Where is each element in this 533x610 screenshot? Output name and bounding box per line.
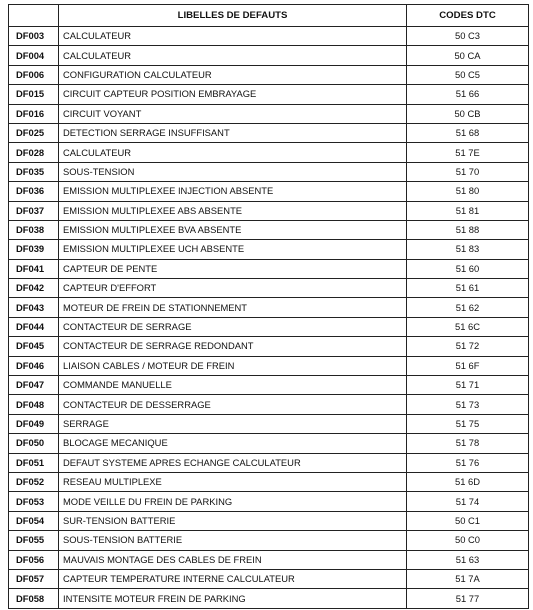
fault-label-cell: CAPTEUR D'EFFORT <box>59 279 407 298</box>
dtc-code-cell: 50 C3 <box>407 27 529 46</box>
fault-code-cell: DF025 <box>9 123 59 142</box>
fault-label-cell: EMISSION MULTIPLEXEE INJECTION ABSENTE <box>59 182 407 201</box>
table-row <box>9 65 529 84</box>
fault-code-cell: DF048 <box>9 395 59 414</box>
fault-codes-table <box>8 4 529 609</box>
fault-label-cell: CONTACTEUR DE DESSERRAGE <box>59 395 407 414</box>
table-header <box>9 5 529 27</box>
fault-code-cell: DF038 <box>9 220 59 239</box>
dtc-code-cell: 51 66 <box>407 85 529 104</box>
table-row <box>9 511 529 530</box>
dtc-code-cell: 51 76 <box>407 453 529 472</box>
fault-label-cell: CIRCUIT VOYANT <box>59 104 407 123</box>
fault-code-cell: DF058 <box>9 589 59 608</box>
dtc-code-cell: 50 C0 <box>407 531 529 550</box>
fault-code-cell: DF049 <box>9 414 59 433</box>
table-row <box>9 279 529 298</box>
dtc-code-cell: 51 6C <box>407 317 529 336</box>
fault-code-cell: DF056 <box>9 550 59 569</box>
dtc-code-cell: 51 72 <box>407 337 529 356</box>
table-row <box>9 240 529 259</box>
dtc-code-cell: 51 78 <box>407 434 529 453</box>
fault-code-cell: DF006 <box>9 65 59 84</box>
table-row <box>9 492 529 511</box>
fault-code-cell: DF046 <box>9 356 59 375</box>
fault-code-cell: DF044 <box>9 317 59 336</box>
table-row <box>9 182 529 201</box>
dtc-code-cell: 50 C1 <box>407 511 529 530</box>
table-row <box>9 201 529 220</box>
fault-code-cell: DF043 <box>9 298 59 317</box>
table-row <box>9 143 529 162</box>
fault-code-cell: DF028 <box>9 143 59 162</box>
table-row <box>9 356 529 375</box>
dtc-code-cell: 51 70 <box>407 162 529 181</box>
table-row <box>9 434 529 453</box>
dtc-code-cell: 51 62 <box>407 298 529 317</box>
table-row <box>9 298 529 317</box>
fault-label-cell: DETECTION SERRAGE INSUFFISANT <box>59 123 407 142</box>
table-row <box>9 220 529 239</box>
fault-code-cell: DF003 <box>9 27 59 46</box>
fault-code-cell: DF047 <box>9 376 59 395</box>
fault-label-cell: SOUS-TENSION BATTERIE <box>59 531 407 550</box>
dtc-code-cell: 51 68 <box>407 123 529 142</box>
fault-code-cell: DF004 <box>9 46 59 65</box>
dtc-code-cell: 51 63 <box>407 550 529 569</box>
table-row <box>9 46 529 65</box>
header-dtc-codes: CODES DTC <box>407 5 529 27</box>
fault-code-cell: DF053 <box>9 492 59 511</box>
fault-label-cell: EMISSION MULTIPLEXEE BVA ABSENTE <box>59 220 407 239</box>
fault-code-cell: DF051 <box>9 453 59 472</box>
fault-label-cell: MODE VEILLE DU FREIN DE PARKING <box>59 492 407 511</box>
fault-code-cell: DF037 <box>9 201 59 220</box>
table-row <box>9 27 529 46</box>
fault-label-cell: BLOCAGE MECANIQUE <box>59 434 407 453</box>
dtc-code-cell: 51 73 <box>407 395 529 414</box>
dtc-code-cell: 51 6F <box>407 356 529 375</box>
fault-label-cell: INTENSITE MOTEUR FREIN DE PARKING <box>59 589 407 608</box>
table-row <box>9 453 529 472</box>
dtc-code-cell: 51 74 <box>407 492 529 511</box>
table-row <box>9 589 529 608</box>
dtc-code-cell: 51 88 <box>407 220 529 239</box>
fault-label-cell: EMISSION MULTIPLEXEE ABS ABSENTE <box>59 201 407 220</box>
table-row <box>9 317 529 336</box>
fault-label-cell: EMISSION MULTIPLEXEE UCH ABSENTE <box>59 240 407 259</box>
dtc-code-cell: 51 7A <box>407 569 529 588</box>
fault-label-cell: COMMANDE MANUELLE <box>59 376 407 395</box>
header-code-blank <box>9 5 59 27</box>
dtc-code-cell: 51 80 <box>407 182 529 201</box>
dtc-code-cell: 51 71 <box>407 376 529 395</box>
fault-code-cell: DF045 <box>9 337 59 356</box>
dtc-code-cell: 51 83 <box>407 240 529 259</box>
header-row <box>9 5 529 27</box>
table-row <box>9 123 529 142</box>
table-row <box>9 414 529 433</box>
table-row <box>9 569 529 588</box>
table-row <box>9 162 529 181</box>
fault-label-cell: CONFIGURATION CALCULATEUR <box>59 65 407 84</box>
table-row <box>9 472 529 491</box>
fault-label-cell: SOUS-TENSION <box>59 162 407 181</box>
fault-label-cell: CIRCUIT CAPTEUR POSITION EMBRAYAGE <box>59 85 407 104</box>
table-row <box>9 337 529 356</box>
fault-label-cell: CONTACTEUR DE SERRAGE <box>59 317 407 336</box>
fault-label-cell: MAUVAIS MONTAGE DES CABLES DE FREIN <box>59 550 407 569</box>
table-row <box>9 85 529 104</box>
table-row <box>9 531 529 550</box>
dtc-code-cell: 51 6D <box>407 472 529 491</box>
fault-code-cell: DF015 <box>9 85 59 104</box>
fault-label-cell: CONTACTEUR DE SERRAGE REDONDANT <box>59 337 407 356</box>
fault-table-container <box>8 4 529 609</box>
fault-label-cell: MOTEUR DE FREIN DE STATIONNEMENT <box>59 298 407 317</box>
dtc-code-cell: 51 60 <box>407 259 529 278</box>
table-row <box>9 395 529 414</box>
fault-label-cell: CALCULATEUR <box>59 27 407 46</box>
fault-label-cell: SERRAGE <box>59 414 407 433</box>
fault-code-cell: DF039 <box>9 240 59 259</box>
fault-code-cell: DF036 <box>9 182 59 201</box>
table-body <box>9 27 529 609</box>
fault-label-cell: LIAISON CABLES / MOTEUR DE FREIN <box>59 356 407 375</box>
dtc-code-cell: 50 C5 <box>407 65 529 84</box>
fault-code-cell: DF041 <box>9 259 59 278</box>
dtc-code-cell: 51 77 <box>407 589 529 608</box>
dtc-code-cell: 51 7E <box>407 143 529 162</box>
table-row <box>9 104 529 123</box>
dtc-code-cell: 51 81 <box>407 201 529 220</box>
fault-label-cell: CAPTEUR DE PENTE <box>59 259 407 278</box>
table-row <box>9 259 529 278</box>
fault-code-cell: DF054 <box>9 511 59 530</box>
dtc-code-cell: 50 CA <box>407 46 529 65</box>
fault-code-cell: DF016 <box>9 104 59 123</box>
dtc-code-cell: 50 CB <box>407 104 529 123</box>
header-fault-labels: LIBELLES DE DEFAUTS <box>59 5 407 27</box>
dtc-code-cell: 51 75 <box>407 414 529 433</box>
fault-code-cell: DF042 <box>9 279 59 298</box>
table-row <box>9 550 529 569</box>
fault-code-cell: DF050 <box>9 434 59 453</box>
fault-code-cell: DF057 <box>9 569 59 588</box>
fault-label-cell: DEFAUT SYSTEME APRES ECHANGE CALCULATEUR <box>59 453 407 472</box>
fault-label-cell: CALCULATEUR <box>59 46 407 65</box>
dtc-code-cell: 51 61 <box>407 279 529 298</box>
table-row <box>9 376 529 395</box>
fault-label-cell: SUR-TENSION BATTERIE <box>59 511 407 530</box>
fault-label-cell: RESEAU MULTIPLEXE <box>59 472 407 491</box>
fault-code-cell: DF055 <box>9 531 59 550</box>
fault-code-cell: DF052 <box>9 472 59 491</box>
fault-label-cell: CAPTEUR TEMPERATURE INTERNE CALCULATEUR <box>59 569 407 588</box>
fault-label-cell: CALCULATEUR <box>59 143 407 162</box>
fault-code-cell: DF035 <box>9 162 59 181</box>
